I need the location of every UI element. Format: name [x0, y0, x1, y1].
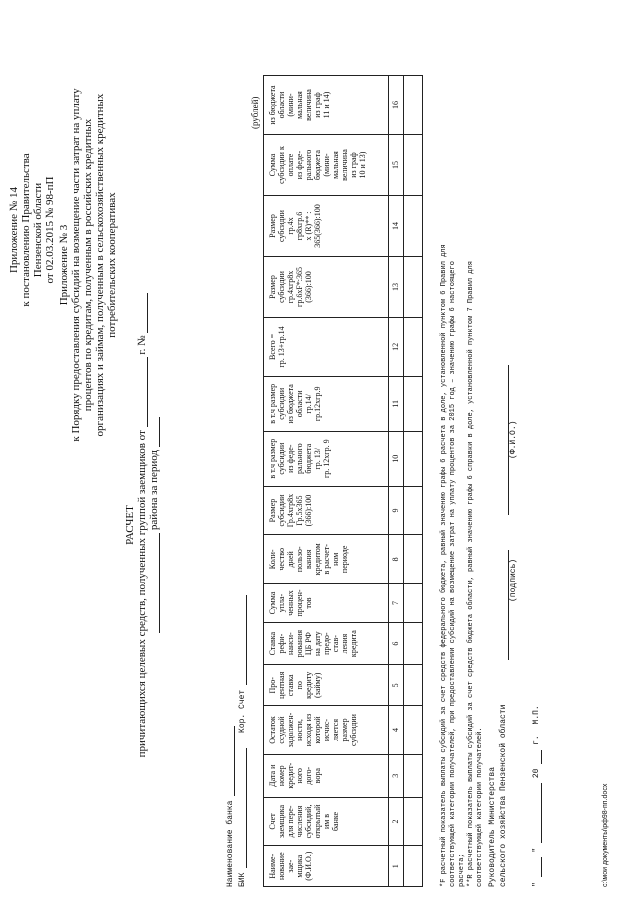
number-prefix: №	[136, 335, 148, 346]
footnote-r-line-1: **R расчетный показатель выплаты субсидий за счет средств бюджета области, равный значению графы 6 справки в доле, установленной пунктом 7 Правил для	[467, 261, 475, 887]
column-number: 2	[389, 797, 404, 846]
signature-captions	[509, 365, 519, 887]
table-header-row	[264, 76, 389, 887]
column-number: 16	[389, 76, 404, 135]
table-cell	[404, 196, 423, 257]
district-blank	[149, 533, 160, 633]
month-blank	[531, 783, 542, 843]
procedure-line-1: к Порядку предоставления субсидий на возмещение части затрат на уплату	[70, 88, 82, 442]
procedure-header	[58, 65, 118, 465]
table-cell	[404, 754, 423, 797]
title-line-2	[148, 265, 160, 785]
decree-line-2: Пензенской области	[32, 182, 44, 278]
decree-line-1: к постановлению Правительства	[20, 153, 32, 307]
kor-label: Кор. Счет	[238, 689, 247, 733]
title-line-1	[136, 265, 148, 785]
lender-blank	[137, 357, 148, 427]
period-blank	[149, 417, 160, 447]
column-header: Коли- чество дней пользо- вания кредитом в расчет- ном периоде	[264, 535, 389, 584]
footnote-f-line-2: соответствующей категории получателей, при предоставлении субсидий на возмещение затрат на уплату процентов за 2015 год – значению графы 6 настоящего	[449, 261, 457, 887]
file-path: c:\мои документы\рф98-пп.docx	[602, 783, 609, 887]
column-header: в т.ч размер субсидии из феде- рального бюджета гр. 13/ гр. 12хгр. 9	[264, 431, 389, 486]
table-cell	[404, 135, 423, 196]
column-number: 15	[389, 135, 404, 196]
column-number: 5	[389, 665, 404, 706]
column-header: Счет заемщика для пере- числения субсидий, открытый им в банке	[264, 797, 389, 846]
day-blank	[531, 857, 542, 877]
table-cell	[404, 256, 423, 317]
column-number: 1	[389, 846, 404, 887]
table-cell	[404, 486, 423, 535]
footnotes	[440, 244, 485, 887]
fio-caption: (Ф.И.О.)	[509, 420, 518, 459]
title-line-1-text: причитающихся целевых средств, полученных группой заемщиков от	[136, 430, 148, 758]
table-cell	[404, 376, 423, 431]
calculation-table	[263, 75, 423, 887]
bank-name-row	[224, 726, 235, 887]
title-line-2-text: района за период	[148, 449, 160, 531]
footnote-f-line-3: расчета;	[458, 853, 466, 887]
date-row	[531, 365, 542, 887]
column-number: 13	[389, 256, 404, 317]
column-header: Про- центная ставка по кредиту (займу)	[264, 665, 389, 706]
year-suffix: г.	[532, 735, 541, 745]
footnote-f-line-1: *F расчетный показатель выплаты субсидий за счет средств федерального бюджета, равный значению графы 6 расчета в доле, установленной пунктом 6 Правил для	[440, 244, 448, 887]
bik-row	[236, 595, 247, 887]
city-prefix: г.	[136, 348, 148, 355]
table-number-row	[389, 76, 404, 887]
column-number: 12	[389, 317, 404, 376]
column-header: Сумма субсидии к оплате из феде- рального бюджета (мини- мальная величина из граф 10 и 13)	[264, 135, 389, 196]
column-number: 14	[389, 196, 404, 257]
column-number: 8	[389, 535, 404, 584]
calculation-title	[124, 265, 160, 785]
year-blank	[531, 750, 542, 764]
head-title-line-1: Руководитель Министерства	[488, 766, 497, 887]
annex-header	[8, 75, 56, 385]
column-number: 6	[389, 622, 404, 665]
column-number: 11	[389, 376, 404, 431]
column-number: 9	[389, 486, 404, 535]
column-header: Всего = гр. 13+гр.14	[264, 317, 389, 376]
procedure-line-4: потребительских кооперативах	[106, 192, 118, 338]
annex-14-label: Приложение № 14	[8, 186, 20, 274]
number-blank	[137, 293, 148, 333]
year-prefix: 20	[532, 768, 541, 779]
procedure-line-2: процентов по кредитам, полученным в российских кредитных	[82, 118, 94, 412]
table-cell	[404, 665, 423, 706]
column-header: Сумма упла- ченных процен- тов	[264, 584, 389, 623]
signature-caption: (подпись)	[509, 558, 518, 602]
footnote-r-line-2: соответствующей категории получателей.	[476, 727, 484, 887]
column-header: Размер субсидии гр.4хгр8х гр.6хF*:365 (366):100	[264, 256, 389, 317]
signature-blank	[498, 550, 509, 660]
table-empty-row	[404, 76, 423, 887]
column-header: Остаток ссудной задолжен- ности, исходя из которой исчис- ляется размер субсидии	[264, 706, 389, 755]
bank-name-label: Наименование банка	[226, 800, 235, 887]
date-quote-open: "	[532, 882, 541, 887]
table-cell	[404, 76, 423, 135]
title-word: РАСЧЕТ	[124, 505, 136, 545]
procedure-line-3: организациях и займам, полученным в сельскохозяйственных кредитных	[94, 93, 106, 437]
column-header: в т.ч размер субсидии из бюджета области гр.14/ гр.12хгр.9	[264, 376, 389, 431]
units-label: (рублей)	[250, 96, 260, 129]
table-cell	[404, 431, 423, 486]
column-header: Размер субсидии гр.4х гр8хгр.6 х (R)** : 365(366):100	[264, 196, 389, 257]
head-title-line-2	[498, 365, 509, 887]
table-cell	[404, 706, 423, 755]
column-header: Размер субсидии Гр.4хгр8х Гр.5х365 (366):100	[264, 486, 389, 535]
bank-name-blank	[224, 726, 235, 796]
column-header: Дата и номер кредит- ного дого- вора	[264, 754, 389, 797]
annex-3-label: Приложение № 3	[58, 224, 70, 306]
table-cell	[404, 317, 423, 376]
column-number: 10	[389, 431, 404, 486]
signature-block	[488, 365, 542, 887]
stamp-label: М.П.	[532, 705, 541, 725]
column-number: 7	[389, 584, 404, 623]
bik-blank	[236, 748, 247, 868]
column-header: из бюджета области (мини- мальная величина из граф 11 и 14)	[264, 76, 389, 135]
column-number: 4	[389, 706, 404, 755]
table-cell	[404, 846, 423, 887]
column-header: Ставка рефи- нанси- рования ЦБ РФ на дату предо- став- ления кредита	[264, 622, 389, 665]
column-number: 3	[389, 754, 404, 797]
decree-line-3: от 02.03.2015 № 98-пП	[44, 176, 56, 284]
table-cell	[404, 622, 423, 665]
head-title-line-2-text: сельского хозяйства Пензенской области	[499, 704, 508, 887]
kor-blank	[236, 595, 247, 685]
table-cell	[404, 797, 423, 846]
date-quote-close: "	[532, 847, 541, 853]
table-cell	[404, 535, 423, 584]
table-cell	[404, 584, 423, 623]
column-header: Наиме- нование зае- мщика (Ф.И.О.)	[264, 846, 389, 887]
bik-label: БИК	[238, 872, 247, 887]
fio-blank	[498, 365, 509, 515]
